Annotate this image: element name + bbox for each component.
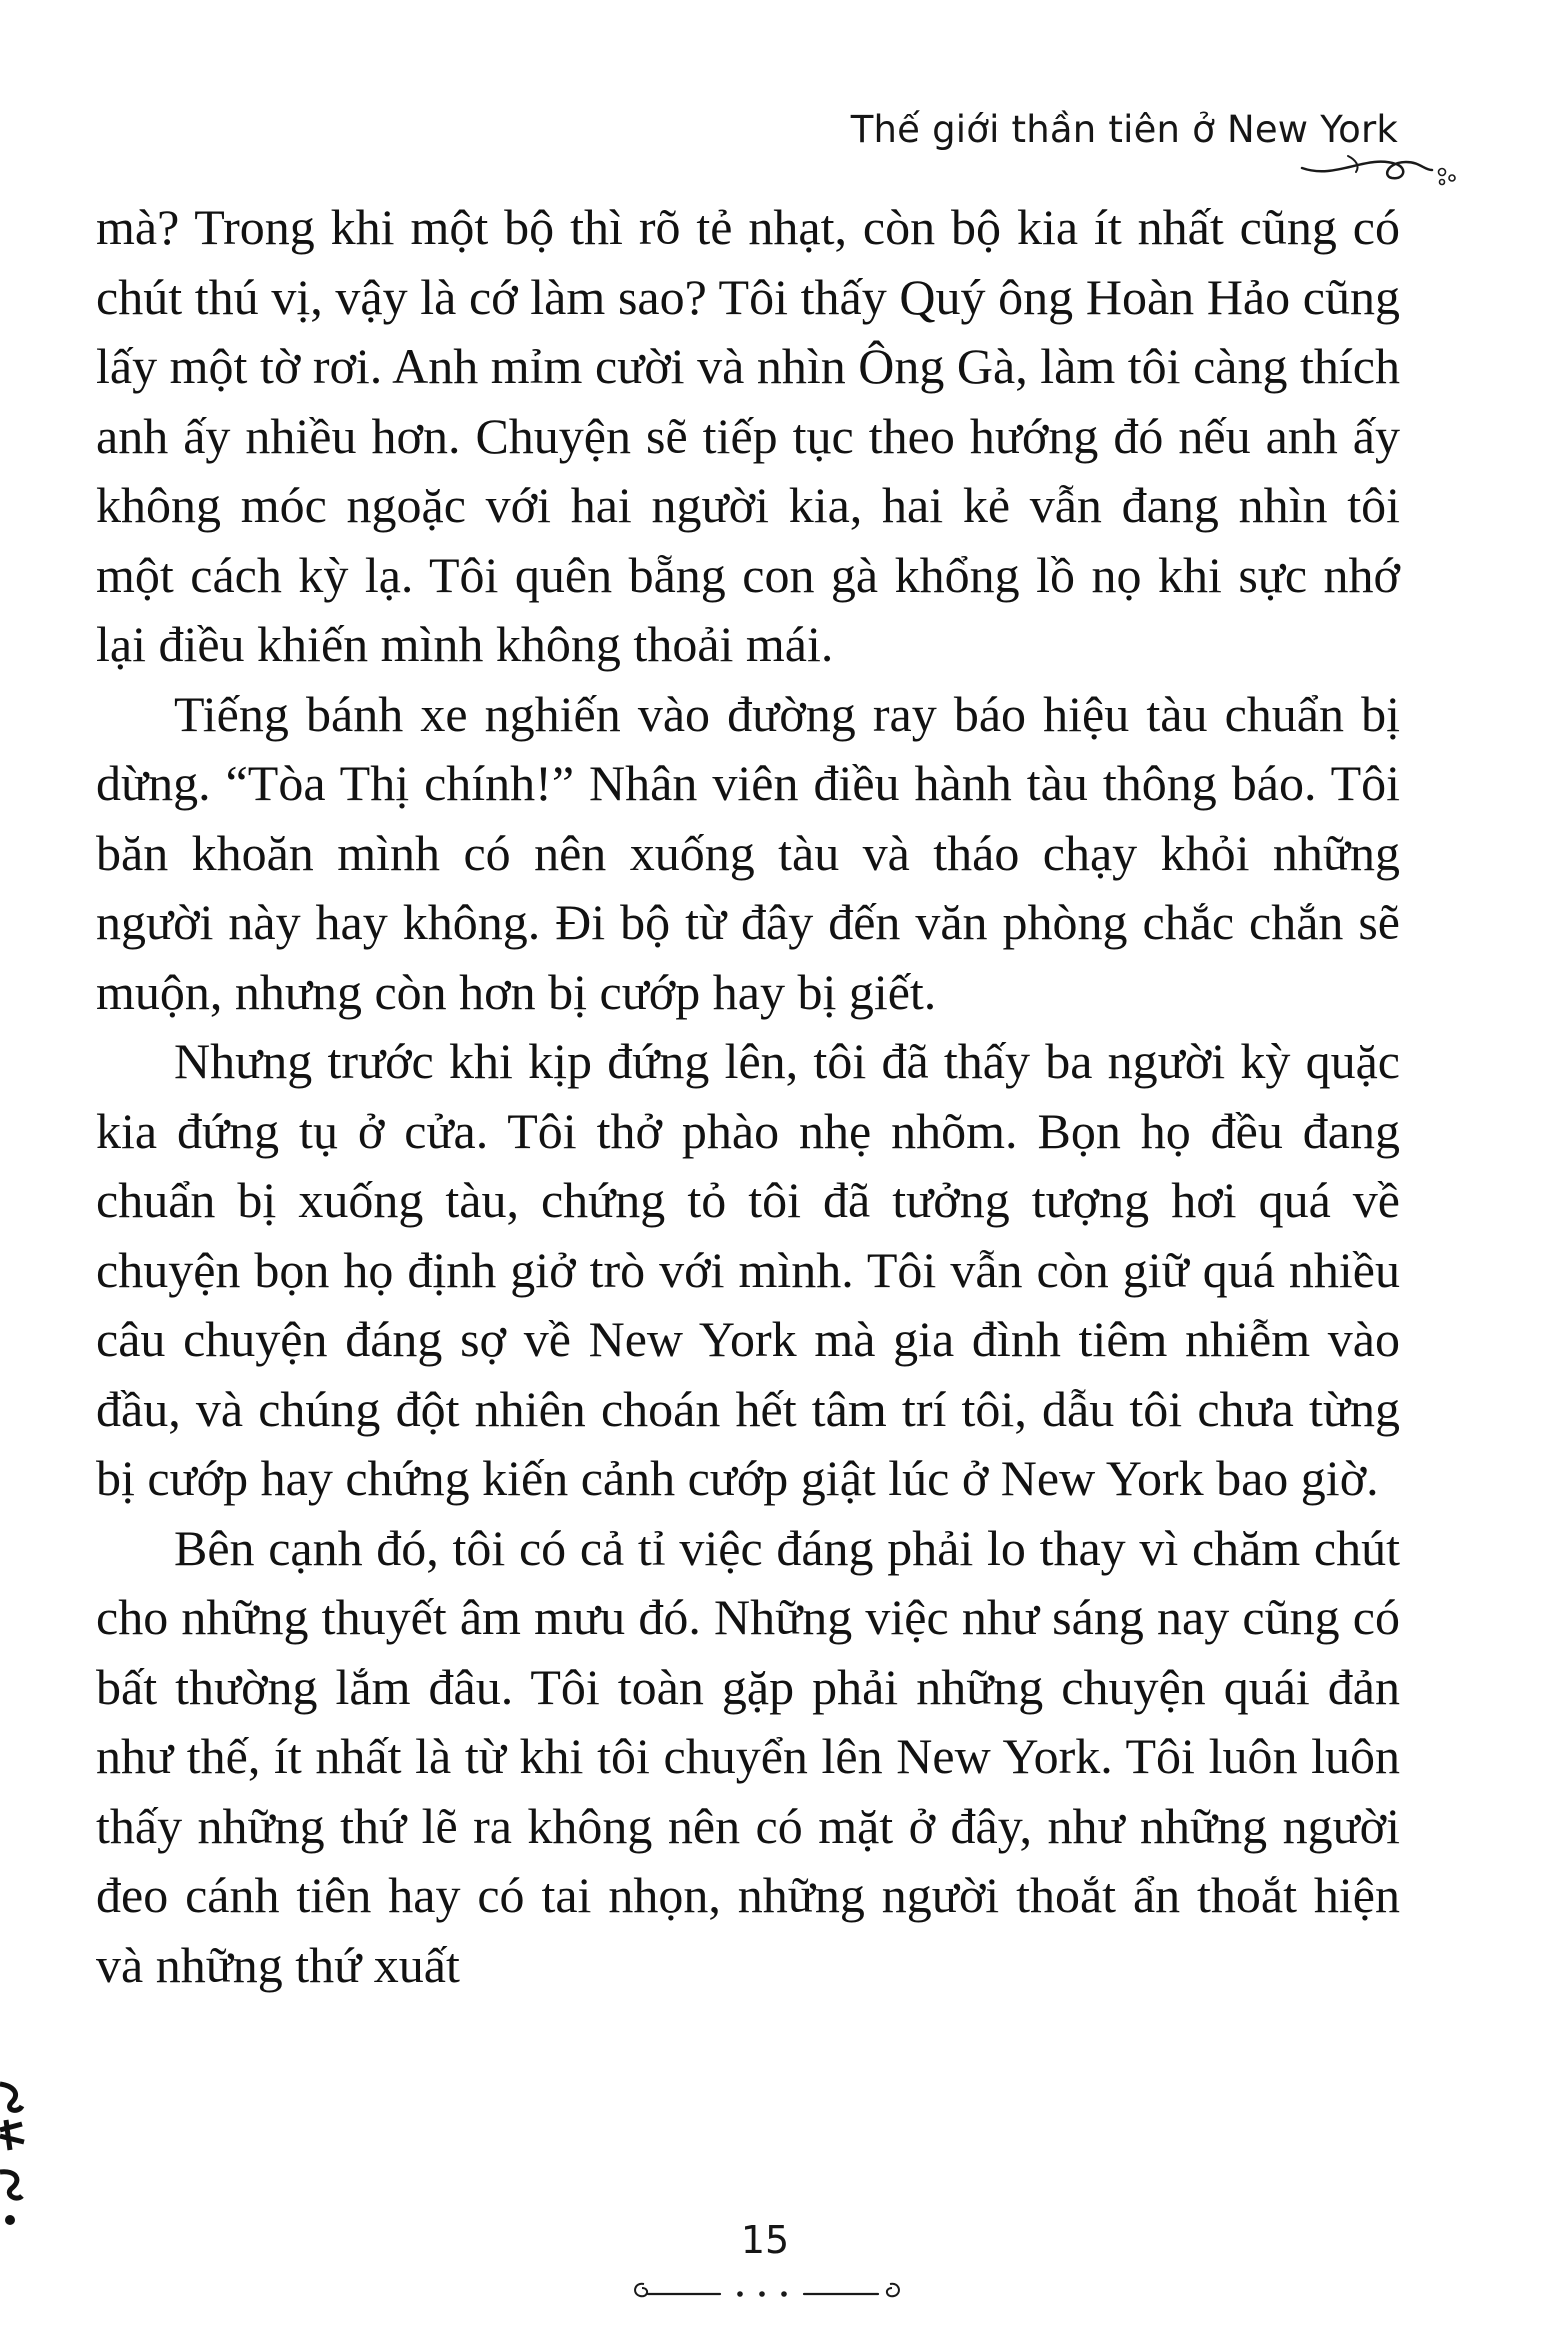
margin-ornament-icon	[0, 2080, 30, 2230]
paragraph-1: mà? Trong khi một bộ thì rõ tẻ nhạt, còn bộ kia ít nhất cũng có chút thú vị, vậy là cớ làm sao? Tôi thấy Quý ông Hoàn Hảo cũng lấy một tờ rơi. Anh mỉm cười và nhìn Ông Gà, làm tôi càng thích anh ấy nhiều hơn. Chuyện sẽ tiếp tục theo hướng đó nếu anh ấy không móc ngoặc với hai người kia, hai kẻ vẫn đang nhìn tôi một cách kỳ lạ. Tôi quên bẵng con gà khổng lồ nọ khi sực nhớ lại điều khiến mình không thoải mái.	[96, 199, 1400, 672]
running-header-title: Thế giới thần tiên ở New York	[850, 108, 1398, 151]
paragraph-3: Nhưng trước khi kịp đứng lên, tôi đã thấy ba người kỳ quặc kia đứng tụ ở cửa. Tôi thở phào nhẹ nhõm. Bọn họ đều đang chuẩn bị xuống tàu, chứng tỏ tôi đã tưởng tượng hơi quá về chuyện bọn họ định giở trò với mình. Tôi vẫn còn giữ quá nhiều câu chuyện đáng sợ về New York mà gia đình tiêm nhiễm vào đầu, và chúng đột nhiên choán hết tâm trí tôi, dẫu tôi chưa từng bị cướp hay chứng kiến cảnh cướp giật lúc ở New York bao giờ.	[96, 1033, 1400, 1506]
header-flourish-icon	[1296, 150, 1466, 196]
paragraph-4: Bên cạnh đó, tôi có cả tỉ việc đáng phải lo thay vì chăm chút cho những thuyết âm mưu đó. Những việc như sáng nay cũng có bất thường lắm đâu. Tôi toàn gặp phải những chuyện quái đản như thế, ít nhất là từ khi tôi chuyển lên New York. Tôi luôn luôn thấy những thứ lẽ ra không nên có mặt ở đây, như những người đeo cánh tiên hay có tai nhọn, những người thoắt ẩn thoắt hiện và những thứ xuất	[96, 1519, 1400, 1993]
body-text	[96, 193, 1400, 2000]
paragraph-2: Tiếng bánh xe nghiến vào đường ray báo hiệu tàu chuẩn bị dừng. “Tòa Thị chính!” Nhân viên điều hành tàu thông báo. Tôi băn khoăn mình có nên xuống tàu và tháo chạy khỏi những người này hay không. Đi bộ từ đây đến văn phòng chắc chắn sẽ muộn, nhưng còn hơn bị cướp hay bị giết.	[96, 685, 1400, 1020]
page-number: 15	[740, 2218, 790, 2262]
footer-flourish-icon	[628, 2272, 906, 2308]
